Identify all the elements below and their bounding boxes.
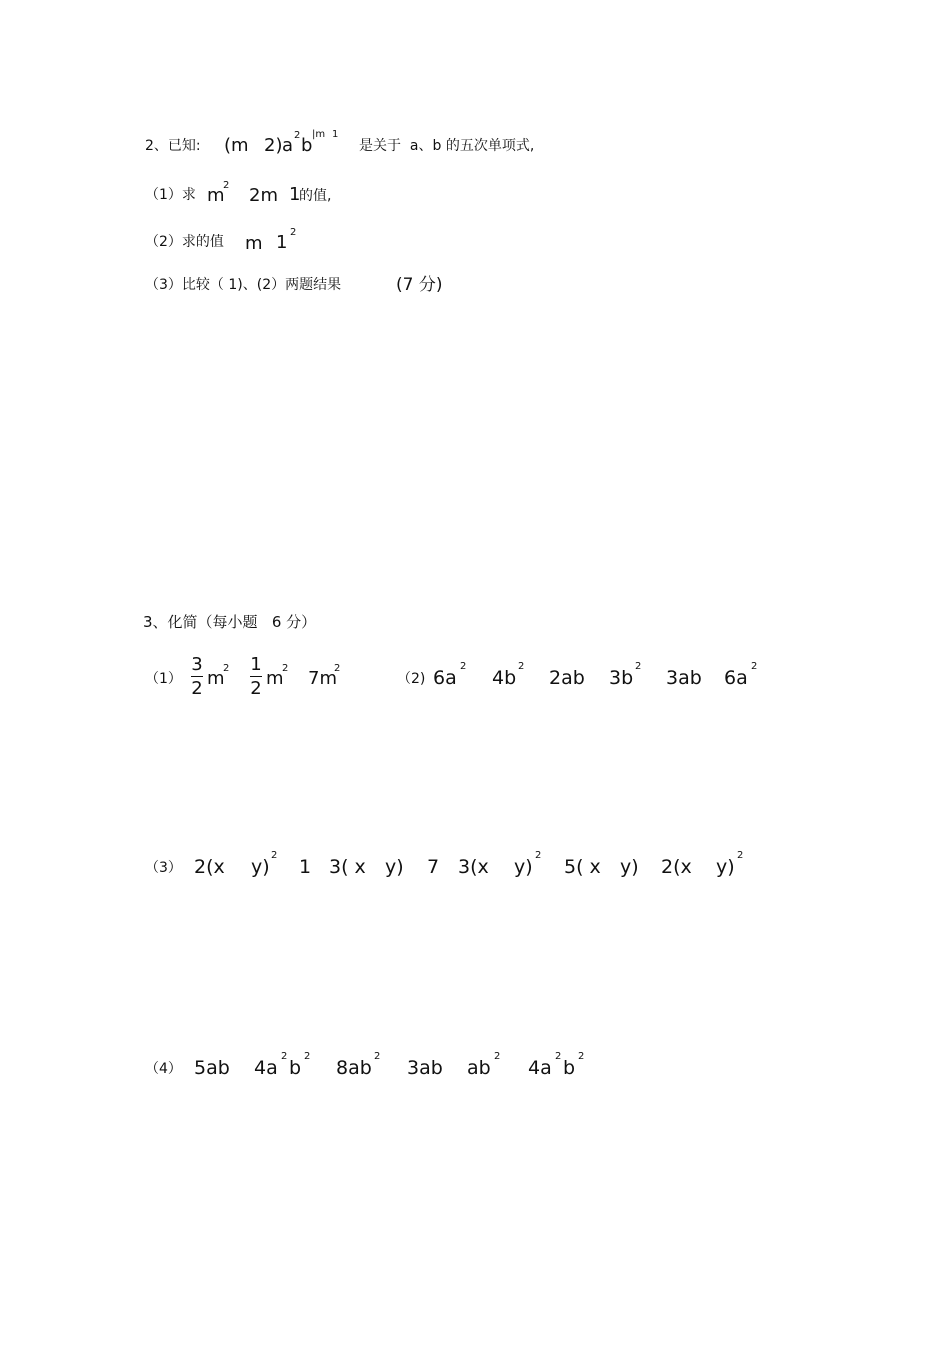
q2-condition: 是关于 a、b 的五次单项式, xyxy=(359,138,535,154)
q3-s4-exp5: 2 xyxy=(555,1051,562,1062)
q3-s4-exp2: 2 xyxy=(304,1051,311,1062)
q3-s3-2x-b: 2(x xyxy=(661,856,692,878)
q3-heading: 3、化简（每小题 6 分） xyxy=(143,613,317,631)
q3-s3-exp1: 2 xyxy=(271,850,278,861)
q3-s4-4a-b: 4a xyxy=(528,1057,552,1079)
q3-s2-2ab: 2ab xyxy=(549,667,585,689)
q2-part1-2m: 2m xyxy=(249,185,278,206)
q2-part2-exp: 2 xyxy=(290,227,297,238)
q2-expr-a: a xyxy=(282,135,294,156)
fraction-1-2 xyxy=(250,656,262,698)
fraction-bar xyxy=(250,676,262,677)
q3-s4-4a: 4a xyxy=(254,1057,278,1079)
q3-s1-m2: m xyxy=(266,668,284,689)
q3-s3-5x: 5( x xyxy=(564,856,601,878)
q2-part3-score: (7 分) xyxy=(396,275,443,295)
q2-expr-m: (m xyxy=(224,135,249,156)
q2-part2-label: （2）求的值 xyxy=(145,234,224,250)
q3-s4-8ab: 8ab xyxy=(336,1057,372,1079)
q3-s1-exp2: 2 xyxy=(282,663,289,674)
q3-s2-exp3: 2 xyxy=(635,661,642,672)
q3-s3-y4: y) xyxy=(620,856,639,878)
q3-s4-5ab: 5ab xyxy=(194,1057,230,1079)
q2-part2-m: m xyxy=(245,233,263,254)
q3-s2-6a: 6a xyxy=(433,667,457,689)
fraction-denominator: 2 xyxy=(250,678,262,700)
q3-s2-exp4: 2 xyxy=(751,661,758,672)
q3-s1-label: （1） xyxy=(145,671,182,687)
fraction-numerator: 3 xyxy=(191,654,203,675)
q3-s3-3x-b: 3(x xyxy=(458,856,489,878)
q3-s4-exp6: 2 xyxy=(578,1051,585,1062)
q2-expr-b: b xyxy=(301,135,313,156)
q2-heading: 2、已知: xyxy=(145,138,201,154)
q2-part1-m: m xyxy=(207,185,225,206)
q2-part1-label: （1）求 xyxy=(145,187,196,203)
q3-s3-1: 1 xyxy=(299,856,312,878)
q3-s3-y3: y) xyxy=(514,856,533,878)
q3-s2-exp1: 2 xyxy=(460,661,467,672)
q3-s3-3x: 3( x xyxy=(329,856,366,878)
q3-s1-exp3: 2 xyxy=(334,663,341,674)
q3-s1-7m: 7m xyxy=(308,668,337,689)
q2-part1-exp: 2 xyxy=(223,180,230,191)
q3-s2-3ab: 3ab xyxy=(666,667,702,689)
q3-s2-4b: 4b xyxy=(492,667,517,689)
q2-part2-1: 1 xyxy=(276,232,288,253)
q3-s3-y1: y) xyxy=(251,856,270,878)
q3-s4-3ab: 3ab xyxy=(407,1057,443,1079)
q3-s4-label: （4） xyxy=(145,1061,182,1077)
q3-s2-3b: 3b xyxy=(609,667,634,689)
q2-part1-1: 1 xyxy=(289,184,301,205)
q3-s4-ab: ab xyxy=(467,1057,491,1079)
q3-s4-b2: b xyxy=(563,1057,576,1079)
q3-s2-exp2: 2 xyxy=(518,661,525,672)
q2-exp-2: 2 xyxy=(294,130,301,141)
q2-part3-label: （3）比较（ 1)、(2）两题结果 xyxy=(145,277,342,293)
fraction-denominator: 2 xyxy=(191,678,203,700)
q3-s3-7: 7 xyxy=(427,856,440,878)
q2-exp-abs-m: |m xyxy=(312,129,326,140)
q3-s3-2x: 2(x xyxy=(194,856,225,878)
q3-s2-label: （2) xyxy=(397,671,426,687)
q3-s1-m1: m xyxy=(207,668,225,689)
q3-s3-exp2: 2 xyxy=(535,850,542,861)
fraction-3-2 xyxy=(191,656,203,698)
fraction-bar xyxy=(191,676,203,677)
q3-s4-exp1: 2 xyxy=(281,1051,288,1062)
fraction-numerator: 1 xyxy=(250,654,262,675)
q3-s2-6a-last: 6a xyxy=(724,667,748,689)
q2-exp-1: 1 xyxy=(332,129,339,140)
q3-s3-label: （3） xyxy=(145,860,182,876)
q3-s1-exp1: 2 xyxy=(223,663,230,674)
q2-part1-tail: 的值, xyxy=(299,188,332,204)
q3-s3-y2: y) xyxy=(385,856,404,878)
q3-s4-exp3: 2 xyxy=(374,1051,381,1062)
q3-s3-exp3: 2 xyxy=(737,850,744,861)
q3-s4-b: b xyxy=(289,1057,302,1079)
q3-s4-exp4: 2 xyxy=(494,1051,501,1062)
q2-expr-2: 2) xyxy=(264,135,283,156)
q3-s3-y5: y) xyxy=(716,856,735,878)
